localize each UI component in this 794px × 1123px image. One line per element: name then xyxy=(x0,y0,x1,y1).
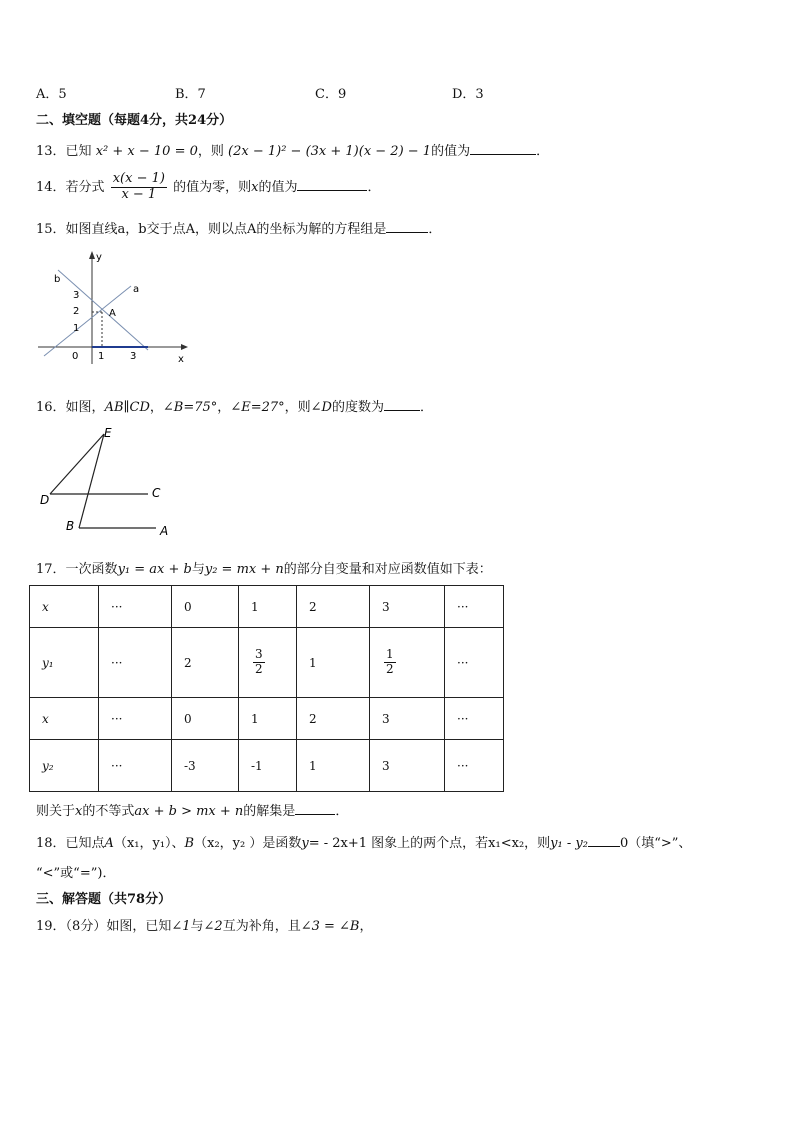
table-cell: -3 xyxy=(172,740,239,792)
question-18-line2: “<”或“=”)． xyxy=(36,866,116,881)
answer-blank xyxy=(297,178,367,191)
question-14: 14．若分式 $\frac{x(x - 1)}{x - 1}$ 的值为零，则x的值为 ． xyxy=(36,171,381,202)
table-row xyxy=(30,740,504,792)
table-cell: -1 xyxy=(239,740,297,792)
table-cell: y₁ xyxy=(30,628,99,698)
label-y: y xyxy=(96,252,102,263)
label-a: A xyxy=(160,524,169,538)
table-row xyxy=(30,698,504,740)
table-cell: 1 xyxy=(239,586,297,628)
table-row xyxy=(30,628,504,698)
answer-blank xyxy=(470,142,536,155)
table-cell: 2 xyxy=(297,698,370,740)
table-cell: ··· xyxy=(99,586,172,628)
answer-blank xyxy=(588,834,620,847)
section-heading-solutions: 三、解答题（共78分） xyxy=(36,892,172,907)
function-value-table xyxy=(29,585,504,792)
table-cell: ··· xyxy=(445,740,504,792)
tick-x-3: 3 xyxy=(130,351,137,362)
label-a: a xyxy=(133,284,140,295)
table-cell xyxy=(239,628,297,698)
y-axis-arrow xyxy=(89,251,95,259)
question-15: 15．如图直线a，b交于点A，则以点A的坐标为解的方程组是 ． xyxy=(36,222,442,237)
label-d: D xyxy=(40,493,50,507)
choice-c: C．9 xyxy=(315,87,347,102)
table-cell: 1 xyxy=(297,740,370,792)
table-cell xyxy=(370,628,445,698)
table-cell: 0 xyxy=(172,698,239,740)
table-cell: 3 xyxy=(370,698,445,740)
tick-y-3: 3 xyxy=(73,290,80,301)
tick-origin: 0 xyxy=(72,351,79,362)
answer-blank xyxy=(384,398,420,411)
table-cell: 1 xyxy=(239,698,297,740)
graph-lines-a-b xyxy=(36,246,196,366)
q13-expression: (2x − 1)² − (3x + 1)(x − 2) − 1 xyxy=(228,144,432,159)
label-e: E xyxy=(104,426,112,440)
q14-fraction: $\frac{x(x - 1)}{x - 1}$ xyxy=(112,171,165,202)
question-13: 13．已知 x² + x − 10 = 0，则 (2x − 1)² − (3x + 1)(x − 2) − 1的值为 ． xyxy=(36,144,550,159)
choice-b: B．7 xyxy=(175,87,206,102)
table-cell: ··· xyxy=(99,628,172,698)
tick-y-2: 2 xyxy=(73,306,80,317)
answer-blank xyxy=(386,220,428,233)
table-cell: 2 xyxy=(297,586,370,628)
figure-parallel-lines xyxy=(36,424,186,542)
tick-x-1: 1 xyxy=(98,351,105,362)
table-row xyxy=(30,586,504,628)
table-cell: x xyxy=(30,586,99,628)
table-cell: y₂ xyxy=(30,740,99,792)
table-cell: 1 xyxy=(297,628,370,698)
fraction-one-half: $\frac{1}{2}$ xyxy=(386,647,394,676)
label-b: B xyxy=(66,519,75,533)
question-17: 17．一次函数y₁ = ax + b与y₂ = mx + n的部分自变量和对应函数值如下表： xyxy=(36,562,492,577)
table-cell: 3 xyxy=(370,586,445,628)
table-cell: x xyxy=(30,698,99,740)
tick-y-1: 1 xyxy=(73,323,80,334)
question-19: 19．（8分）如图，已知∠1与∠2互为补角，且∠3 = ∠B， xyxy=(36,919,373,934)
table-cell: ··· xyxy=(99,698,172,740)
q13-equation: x² + x − 10 = 0 xyxy=(95,144,198,159)
table-cell: 3 xyxy=(370,740,445,792)
choice-d: D．3 xyxy=(452,87,484,102)
table-cell: 0 xyxy=(172,586,239,628)
section-heading-fill-in: 二、填空题（每题4分，共24分） xyxy=(36,113,233,128)
table-cell: 2 xyxy=(172,628,239,698)
label-b: b xyxy=(54,274,61,285)
question-16: 16．如图，AB∥CD，∠B=75°，∠E=27°，则∠D的度数为 ． xyxy=(36,400,434,415)
fraction-three-halves: $\frac{3}{2}$ xyxy=(255,647,263,676)
label-point-a: A xyxy=(109,308,116,319)
x-axis-arrow xyxy=(181,344,188,350)
line-b xyxy=(58,270,148,350)
table-cell: ··· xyxy=(99,740,172,792)
table-cell: ··· xyxy=(445,586,504,628)
label-x: x xyxy=(178,354,184,365)
choice-a: A．5 xyxy=(36,87,67,102)
answer-blank xyxy=(295,802,335,815)
table-cell: ··· xyxy=(445,628,504,698)
label-c: C xyxy=(152,486,161,500)
question-17-inequality: 则关于x的不等式ax + b > mx + n的解集是 ． xyxy=(36,804,349,819)
question-18: 18．已知点A（x₁，y₁）、B（x₂，y₂ ）是函数y= - 2x+1 图象上的两个点，若x₁<x₂，则y₁ - y₂ 0（填“>”、 xyxy=(36,836,692,851)
table-cell: ··· xyxy=(445,698,504,740)
